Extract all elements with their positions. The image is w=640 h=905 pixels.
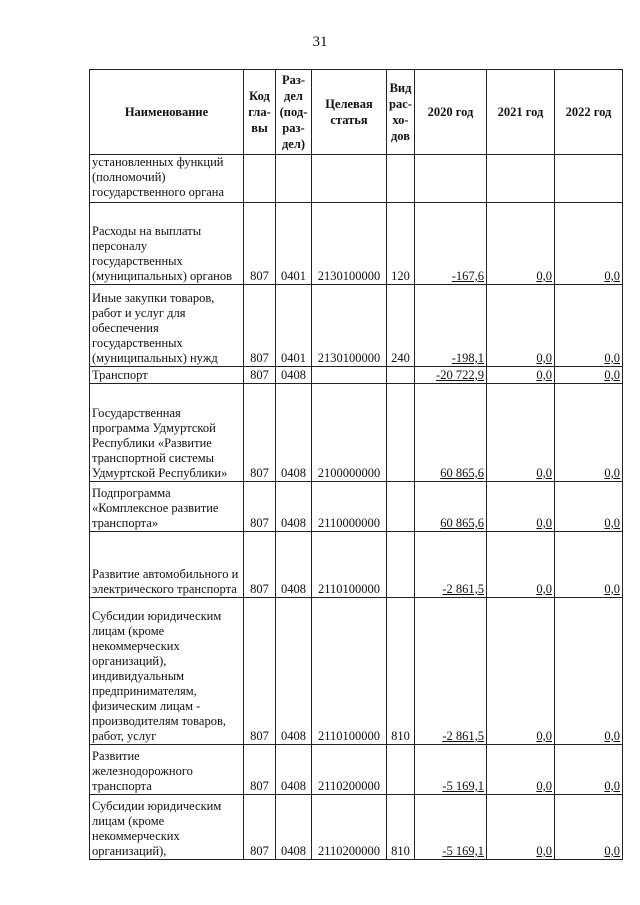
- header-name: Наименование: [90, 70, 244, 155]
- cell-2021: 0,0: [487, 482, 555, 532]
- cell-2020: -5 169,1: [415, 745, 487, 795]
- cell-chapter: 807: [244, 203, 276, 285]
- cell-type: [387, 367, 415, 384]
- cell-section: 0408: [276, 745, 312, 795]
- cell-target: 2110100000: [312, 598, 387, 745]
- cell-target: 2110200000: [312, 795, 387, 860]
- cell-target: [312, 367, 387, 384]
- cell-chapter: 807: [244, 795, 276, 860]
- cell-type: [387, 155, 415, 203]
- cell-2021: [487, 155, 555, 203]
- cell-name: Расходы на выплаты персоналу государственных (муниципальных) органов: [90, 203, 244, 285]
- header-expense-type: Вид рас- хо- дов: [387, 70, 415, 155]
- cell-2022: [555, 155, 623, 203]
- cell-chapter: 807: [244, 285, 276, 367]
- cell-chapter: 807: [244, 482, 276, 532]
- cell-section: 0408: [276, 367, 312, 384]
- cell-section: 0408: [276, 482, 312, 532]
- cell-2020: [415, 155, 487, 203]
- cell-2021: 0,0: [487, 384, 555, 482]
- cell-2020: -198,1: [415, 285, 487, 367]
- cell-section: 0401: [276, 285, 312, 367]
- cell-2021: 0,0: [487, 745, 555, 795]
- table-row: [90, 367, 623, 384]
- table-row: [90, 532, 623, 598]
- cell-chapter: 807: [244, 532, 276, 598]
- cell-2020: 60 865,6: [415, 384, 487, 482]
- cell-2020: -2 861,5: [415, 532, 487, 598]
- header-row: [90, 70, 623, 155]
- cell-target: 2130100000: [312, 203, 387, 285]
- cell-name: Иные закупки товаров, работ и услуг для обеспечения государственных (муниципальных) нужд: [90, 285, 244, 367]
- table-row: [90, 795, 623, 860]
- cell-chapter: 807: [244, 384, 276, 482]
- header-chapter-code: Код гла- вы: [244, 70, 276, 155]
- header-year-2020: 2020 год: [415, 70, 487, 155]
- cell-name: Развитие железнодорожного транспорта: [90, 745, 244, 795]
- table-row: [90, 745, 623, 795]
- page-number: 31: [312, 34, 328, 50]
- cell-2022: 0,0: [555, 384, 623, 482]
- cell-chapter: 807: [244, 367, 276, 384]
- cell-type: [387, 482, 415, 532]
- cell-name: Субсидии юридическим лицам (кроме некоммерческих организаций), индивидуальным предпринимателям, физическим лицам - производителям товаров, работ, услуг: [90, 598, 244, 745]
- cell-name: установленных функций (полномочий) государственного органа: [90, 155, 244, 203]
- cell-type: 810: [387, 598, 415, 745]
- cell-name: Развитие автомобильного и электрического транспорта: [90, 532, 244, 598]
- cell-2021: 0,0: [487, 367, 555, 384]
- cell-target: 2110200000: [312, 745, 387, 795]
- cell-2020: -167,6: [415, 203, 487, 285]
- cell-type: 240: [387, 285, 415, 367]
- cell-2020: -5 169,1: [415, 795, 487, 860]
- cell-2021: 0,0: [487, 285, 555, 367]
- cell-name: Подпрограмма «Комплексное развитие транспорта»: [90, 482, 244, 532]
- budget-table: [89, 69, 623, 860]
- cell-type: 120: [387, 203, 415, 285]
- cell-type: [387, 532, 415, 598]
- cell-chapter: 807: [244, 745, 276, 795]
- cell-2022: 0,0: [555, 795, 623, 860]
- cell-2020: -2 861,5: [415, 598, 487, 745]
- cell-section: 0408: [276, 598, 312, 745]
- cell-name: Государственная программа Удмуртской Республики «Развитие транспортной системы Удмуртской Республики»: [90, 384, 244, 482]
- cell-2022: 0,0: [555, 203, 623, 285]
- table-row: [90, 285, 623, 367]
- cell-section: 0408: [276, 795, 312, 860]
- cell-2021: 0,0: [487, 203, 555, 285]
- cell-section: 0408: [276, 532, 312, 598]
- cell-2021: 0,0: [487, 532, 555, 598]
- cell-2022: 0,0: [555, 367, 623, 384]
- table-row: [90, 155, 623, 203]
- cell-name: Транспорт: [90, 367, 244, 384]
- cell-2022: 0,0: [555, 285, 623, 367]
- table-row: [90, 384, 623, 482]
- cell-2021: 0,0: [487, 598, 555, 745]
- cell-name: Субсидии юридическим лицам (кроме некоммерческих организаций),: [90, 795, 244, 860]
- table-row: [90, 482, 623, 532]
- cell-2020: 60 865,6: [415, 482, 487, 532]
- cell-type: 810: [387, 795, 415, 860]
- cell-type: [387, 745, 415, 795]
- cell-section: 0401: [276, 203, 312, 285]
- cell-type: [387, 384, 415, 482]
- cell-2022: 0,0: [555, 745, 623, 795]
- cell-chapter: [244, 155, 276, 203]
- cell-target: [312, 155, 387, 203]
- cell-2022: 0,0: [555, 482, 623, 532]
- cell-section: [276, 155, 312, 203]
- cell-target: 2110000000: [312, 482, 387, 532]
- header-year-2021: 2021 год: [487, 70, 555, 155]
- cell-target: 2110100000: [312, 532, 387, 598]
- header-section: Раз- дел (под- раз- дел): [276, 70, 312, 155]
- cell-section: 0408: [276, 384, 312, 482]
- cell-target: 2100000000: [312, 384, 387, 482]
- header-year-2022: 2022 год: [555, 70, 623, 155]
- cell-2021: 0,0: [487, 795, 555, 860]
- header-target-article: Целевая статья: [312, 70, 387, 155]
- cell-target: 2130100000: [312, 285, 387, 367]
- cell-2022: 0,0: [555, 598, 623, 745]
- table-row: [90, 203, 623, 285]
- cell-2020: -20 722,9: [415, 367, 487, 384]
- cell-chapter: 807: [244, 598, 276, 745]
- cell-2022: 0,0: [555, 532, 623, 598]
- table-row: [90, 598, 623, 745]
